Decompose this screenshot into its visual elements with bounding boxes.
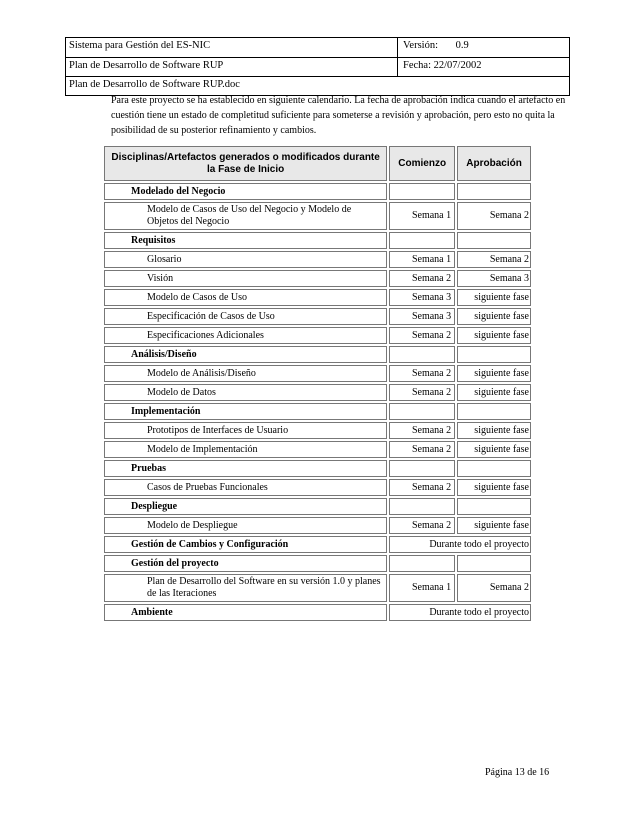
discipline-cell: Análisis/Diseño xyxy=(104,346,387,363)
artifact-cell: Especificación de Casos de Uso xyxy=(104,308,387,325)
version-info xyxy=(398,38,569,57)
start-cell xyxy=(389,183,455,200)
table-row xyxy=(104,270,531,287)
start-cell xyxy=(389,498,455,515)
start-cell: Semana 1 xyxy=(389,574,455,602)
file-name: Plan de Desarrollo de Software RUP.doc xyxy=(69,79,240,90)
discipline-cell: Pruebas xyxy=(104,460,387,477)
artifact-cell: Prototipos de Interfaces de Usuario xyxy=(104,422,387,439)
artifact-cell: Modelo de Datos xyxy=(104,384,387,401)
start-cell: Semana 3 xyxy=(389,289,455,306)
table-header-row xyxy=(104,146,531,181)
approval-cell: siguiente fase xyxy=(457,384,531,401)
approval-cell: siguiente fase xyxy=(457,308,531,325)
table-row xyxy=(104,574,531,602)
start-cell: Semana 2 xyxy=(389,422,455,439)
intro-paragraph: Para este proyecto se ha establecido en siguiente calendario. La fecha de aprobación indica cuando el artefacto en cuestión tiene un estado de completitud suficiente para someterse a revisión y aprobación, pero esto no quita la posibilidad de su posterior refinamiento y cambios. xyxy=(111,95,566,136)
header-start: Comienzo xyxy=(389,146,455,181)
artifact-cell: Modelo de Implementación xyxy=(104,441,387,458)
table-row xyxy=(104,327,531,344)
start-cell xyxy=(389,346,455,363)
artifact-cell: Modelo de Análisis/Diseño xyxy=(104,365,387,382)
start-cell: Semana 3 xyxy=(389,308,455,325)
approval-cell: siguiente fase xyxy=(457,517,531,534)
discipline-cell: Gestión de Cambios y Configuración xyxy=(104,536,387,553)
document-header xyxy=(65,37,570,96)
start-cell xyxy=(389,403,455,420)
artifact-cell: Especificaciones Adicionales xyxy=(104,327,387,344)
approval-cell xyxy=(457,183,531,200)
discipline-cell: Requisitos xyxy=(104,232,387,249)
table-row xyxy=(104,289,531,306)
table-row xyxy=(104,441,531,458)
approval-cell xyxy=(457,346,531,363)
start-cell: Semana 2 xyxy=(389,270,455,287)
artifact-cell: Casos de Pruebas Funcionales xyxy=(104,479,387,496)
approval-cell xyxy=(457,403,531,420)
version-label: Versión: xyxy=(403,40,438,51)
table-row xyxy=(104,460,531,477)
start-cell: Semana 2 xyxy=(389,517,455,534)
start-cell: Semana 2 xyxy=(389,441,455,458)
table-row xyxy=(104,498,531,515)
table-row xyxy=(104,202,531,230)
start-cell xyxy=(389,555,455,572)
artifact-cell: Visión xyxy=(104,270,387,287)
start-cell xyxy=(389,232,455,249)
header-disciplines: Disciplinas/Artefactos generados o modificados durante la Fase de Inicio xyxy=(104,146,387,181)
schedule-table-wrapper xyxy=(102,144,533,623)
approval-cell xyxy=(457,498,531,515)
table-row xyxy=(104,183,531,200)
table-row xyxy=(104,479,531,496)
discipline-cell: Implementación xyxy=(104,403,387,420)
table-row xyxy=(104,536,531,553)
approval-cell: siguiente fase xyxy=(457,479,531,496)
table-row xyxy=(104,604,531,621)
approval-cell: siguiente fase xyxy=(457,365,531,382)
start-cell: Semana 2 xyxy=(389,479,455,496)
page-number: Página 13 de 16 xyxy=(485,767,550,778)
duration-cell: Durante todo el proyecto xyxy=(389,536,531,553)
approval-cell: Semana 2 xyxy=(457,202,531,230)
approval-cell: Semana 2 xyxy=(457,574,531,602)
approval-cell: Semana 3 xyxy=(457,270,531,287)
start-cell xyxy=(389,460,455,477)
version-value: 0.9 xyxy=(455,40,469,51)
approval-cell: Semana 2 xyxy=(457,251,531,268)
table-row xyxy=(104,308,531,325)
approval-cell: siguiente fase xyxy=(457,327,531,344)
table-row xyxy=(104,384,531,401)
table-row xyxy=(104,251,531,268)
discipline-cell: Gestión del proyecto xyxy=(104,555,387,572)
artifact-cell: Modelo de Casos de Uso del Negocio y Modelo de Objetos del Negocio xyxy=(104,202,387,230)
schedule-table xyxy=(102,144,533,623)
artifact-cell: Glosario xyxy=(104,251,387,268)
approval-cell: siguiente fase xyxy=(457,441,531,458)
approval-cell xyxy=(457,555,531,572)
table-row xyxy=(104,517,531,534)
approval-cell xyxy=(457,232,531,249)
discipline-cell: Despliegue xyxy=(104,498,387,515)
artifact-cell: Modelo de Despliegue xyxy=(104,517,387,534)
discipline-cell: Ambiente xyxy=(104,604,387,621)
discipline-cell: Modelado del Negocio xyxy=(104,183,387,200)
schedule-table-body xyxy=(104,183,531,621)
approval-cell xyxy=(457,460,531,477)
table-row xyxy=(104,422,531,439)
header-approval: Aprobación xyxy=(457,146,531,181)
start-cell: Semana 1 xyxy=(389,251,455,268)
start-cell: Semana 2 xyxy=(389,384,455,401)
table-row xyxy=(104,555,531,572)
artifact-cell: Modelo de Casos de Uso xyxy=(104,289,387,306)
start-cell: Semana 2 xyxy=(389,327,455,344)
table-row xyxy=(104,346,531,363)
approval-cell: siguiente fase xyxy=(457,289,531,306)
approval-cell: siguiente fase xyxy=(457,422,531,439)
artifact-cell: Plan de Desarrollo del Software en su versión 1.0 y planes de las Iteraciones xyxy=(104,574,387,602)
start-cell: Semana 2 xyxy=(389,365,455,382)
system-name: Sistema para Gestión del ES-NIC xyxy=(66,38,398,57)
plan-title: Plan de Desarrollo de Software RUP xyxy=(66,58,398,76)
table-row xyxy=(104,232,531,249)
table-row xyxy=(104,403,531,420)
duration-cell: Durante todo el proyecto xyxy=(389,604,531,621)
table-row xyxy=(104,365,531,382)
start-cell: Semana 1 xyxy=(389,202,455,230)
date-info: Fecha: 22/07/2002 xyxy=(403,60,482,71)
